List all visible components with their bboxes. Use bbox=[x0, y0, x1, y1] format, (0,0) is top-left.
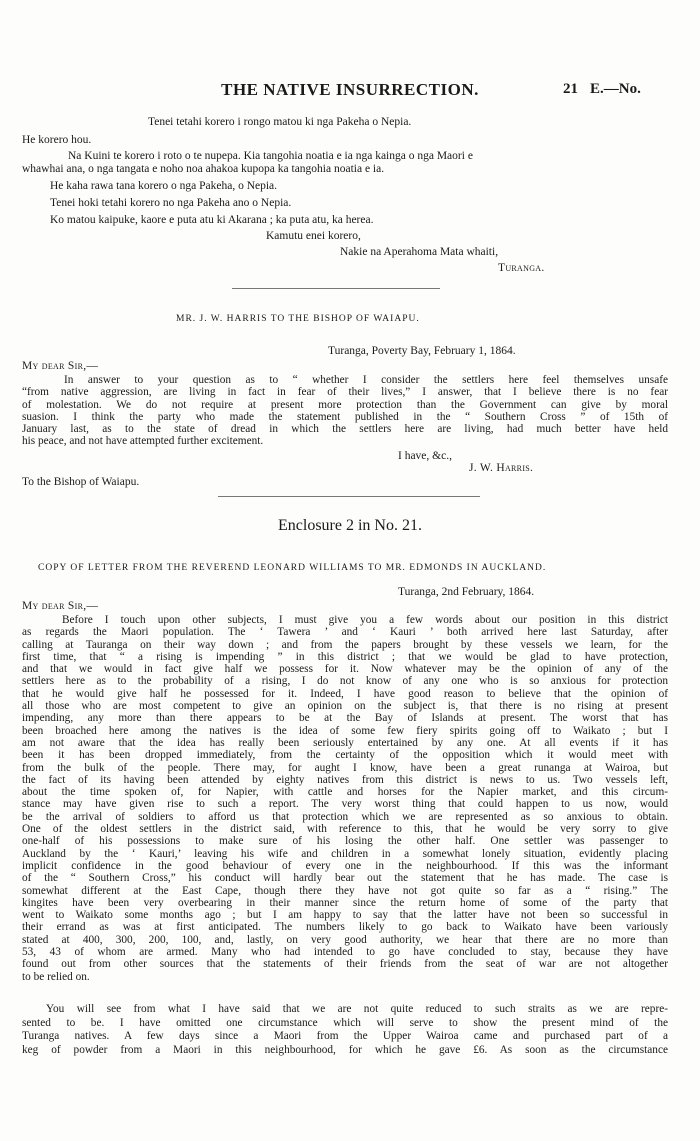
maori-letter-intro: Tenei tetahi korero i rongo matou ki nga Pakeha o Nepia. bbox=[148, 116, 412, 128]
paper-reference: E.—No. bbox=[590, 81, 641, 97]
letter-signature: J. W. Harris. bbox=[469, 462, 534, 474]
enclosure-title: Enclosure 2 in No. 21. bbox=[278, 517, 422, 534]
enclosure-heading: COPY OF LETTER FROM THE REVEREND LEONARD WILLIAMS TO MR. EDMONDS IN AUCKLAND. bbox=[38, 563, 547, 573]
text-line: that he would give half he possessed for it. Indeed, I have good reason to believe that the opinion of bbox=[22, 687, 668, 700]
maori-letter-line: Ko matou kaipuke, kaore e puta atu ki Akarana ; ka puta atu, ka herea. bbox=[50, 214, 374, 226]
section-divider bbox=[232, 288, 440, 289]
page-title: THE NATIVE INSURRECTION. bbox=[221, 80, 479, 99]
text-line: Auckland by the ‘ Kauri,’ leaving his wife and children in a somewhat lonely situation, evidently placing bbox=[22, 847, 668, 860]
text-line: their errand as was at first anticipated. The numbers likely to go back to Waikato have been variously bbox=[22, 921, 668, 934]
text-line: suasion. I think the party who made the statement published in the “ Southern Cross ” of 15th of bbox=[22, 410, 668, 423]
section-divider bbox=[218, 496, 480, 497]
maori-letter-line: Tenei hoki tetahi korero no nga Pakeha ano o Nepia. bbox=[50, 197, 292, 209]
maori-letter-line: He kaha rawa tana korero o nga Pakeha, o Nepia. bbox=[50, 180, 278, 192]
text-line: found out from other sources that the statements of their friends from the seat of war are not altogether bbox=[22, 958, 668, 971]
text-line: am not aware that the idea has really been seriously entertained by any one. At all events if it has bbox=[22, 736, 668, 749]
text-line: all those who are most competent to give an opinion on the subject is, that there is no rising at present bbox=[22, 700, 668, 713]
letter-addressee: To the Bishop of Waiapu. bbox=[22, 476, 140, 488]
maori-letter-line: whawhai ana, o nga tangata e noho noa ahakoa kupopa ka tangohia noatia e ia. bbox=[22, 163, 385, 175]
text-line: implicit confidence in the good behaviour of every one in the neighbourhood. If this was the informant bbox=[22, 859, 668, 872]
text-line: went to Waikato some months ago ; but I am happy to say that the latter have not been so successful in bbox=[22, 909, 668, 922]
enclosure-paragraph-2 bbox=[22, 1003, 668, 1057]
page-number: 21 bbox=[563, 81, 578, 97]
text-line: be the arrival of soldiers to afford us that protection which we are represented as so anxious to obtain. bbox=[22, 810, 668, 823]
text-line: as regards the Maori population. The ‘ Tawera ’ and ‘ Kauri ’ both arrived here last Saturday, after bbox=[22, 626, 668, 639]
text-line: stated at 400, 300, 200, 100, and, lastly, on very good authority, we hear that there are no more than bbox=[22, 933, 668, 946]
text-line: impending, any more than there appears to be at the Bay of Islands at present. The worst that has bbox=[22, 712, 668, 725]
text-line: In answer to your question as to “ whether I consider the settlers here feel themselves unsafe bbox=[64, 374, 668, 386]
text-line: keg of powder from a Maori in this neighbourhood, for which he gave £6. As soon as the circumstance bbox=[22, 1043, 668, 1056]
enclosure-paragraph-1 bbox=[22, 614, 668, 983]
letter-dateline: Turanga, Poverty Bay, February 1, 1864. bbox=[328, 345, 516, 357]
maori-letter-opening: He korero hou. bbox=[22, 134, 92, 146]
text-line: January last, as to the state of dread in which the settlers here are living, had much better have held bbox=[22, 423, 668, 436]
text-line: somewhat different at the East Cape, though there they have not got quite so far as a “ rising.” The bbox=[22, 884, 668, 897]
letter-valediction: I have, &c., bbox=[398, 450, 452, 462]
text-line: One of the oldest settlers in the district said, with reference to this, that he would be very sorry to give bbox=[22, 823, 668, 836]
text-line: kingites have been very overbearing in their manner since the return home of some of the party that bbox=[22, 896, 668, 909]
text-line: and that we would in fact give half we possess for it. Now whatever may be the opinion of any of the bbox=[22, 663, 668, 676]
text-line: been it has been dropped immediately, from the certainty of the opposition which it would meet with bbox=[22, 749, 668, 762]
text-line: from the bulk of the people. There may, for aught I know, have been a great runanga at Wairoa, but bbox=[22, 761, 668, 774]
text-line: about the time spoken of, for Napier, with cattle and horses for the Napier market, and this circum- bbox=[22, 786, 668, 799]
text-line: Before I touch upon other subjects, I must give you a few words about our position in this district bbox=[62, 614, 668, 626]
text-line: the fact of its having been attended by eighty natives from this district is news to us. Two vessels left, bbox=[22, 773, 668, 786]
text-line: been broached here among the natives is the idea of some few fiery spirits going off to Waikato ; but I bbox=[22, 724, 668, 737]
text-line: of molestation. We do not require at present more protection than the Government can give by moral bbox=[22, 398, 668, 411]
text-line: one-half of his possessions to make sure of his losing the other half. One settler was passenger to bbox=[22, 835, 668, 848]
maori-letter-place: Turanga. bbox=[498, 262, 545, 274]
enclosure-salutation: My dear Sir,— bbox=[22, 600, 99, 612]
maori-letter-line: Na Kuini te korero i roto o te nupepa. Kia tangohia noatia e ia nga kainga o nga Maori e bbox=[68, 150, 473, 162]
text-line: Turanga natives. A few days since a Maori from the Upper Wairoa came and purchased part of a bbox=[22, 1030, 668, 1043]
text-line: calling at Tauranga on their way down ; and from the papers brought by these vessels we learn, for the bbox=[22, 638, 668, 651]
text-line: his peace, and not have attempted further excitement. bbox=[22, 435, 264, 448]
text-line: to be relied on. bbox=[22, 970, 90, 983]
letter-heading: MR. J. W. HARRIS TO THE BISHOP OF WAIAPU. bbox=[176, 314, 420, 324]
text-line: 53, 43 of whom are armed. Many who had intended to go have concluded to stay, because they have bbox=[22, 946, 668, 959]
letter-salutation: My dear Sir,— bbox=[22, 360, 99, 372]
text-line: “from native aggression, are living in fact in fear of their lives,” I answer, that I believe there is no fear bbox=[22, 386, 668, 399]
text-line: settlers here as to the probability of a rising, I do not know of any one who is so anxious for protection bbox=[22, 675, 668, 688]
text-line: sented to be. I have omitted one circumstance which will serve to show the present mind of the bbox=[22, 1016, 668, 1029]
enclosure-dateline: Turanga, 2nd February, 1864. bbox=[398, 586, 535, 598]
text-line: first time, that “ a rising is impending ” in this district ; that we would be glad to have protection, bbox=[22, 650, 668, 663]
letter-body bbox=[22, 374, 668, 448]
text-line: of the “ Southern Cross,” his conduct will hardly bear out the statement that he has made. The case is bbox=[22, 872, 668, 885]
maori-letter-signature: Nakie na Aperahoma Mata whaiti, bbox=[340, 246, 499, 258]
text-line: You will see from what I have said that we are not quite reduced to such straits as we are repre- bbox=[46, 1003, 668, 1015]
maori-letter-closing: Kamutu enei korero, bbox=[266, 230, 361, 242]
text-line: stance may have given rise to such a report. The very worst thing that could happen to us now, would bbox=[22, 798, 668, 811]
